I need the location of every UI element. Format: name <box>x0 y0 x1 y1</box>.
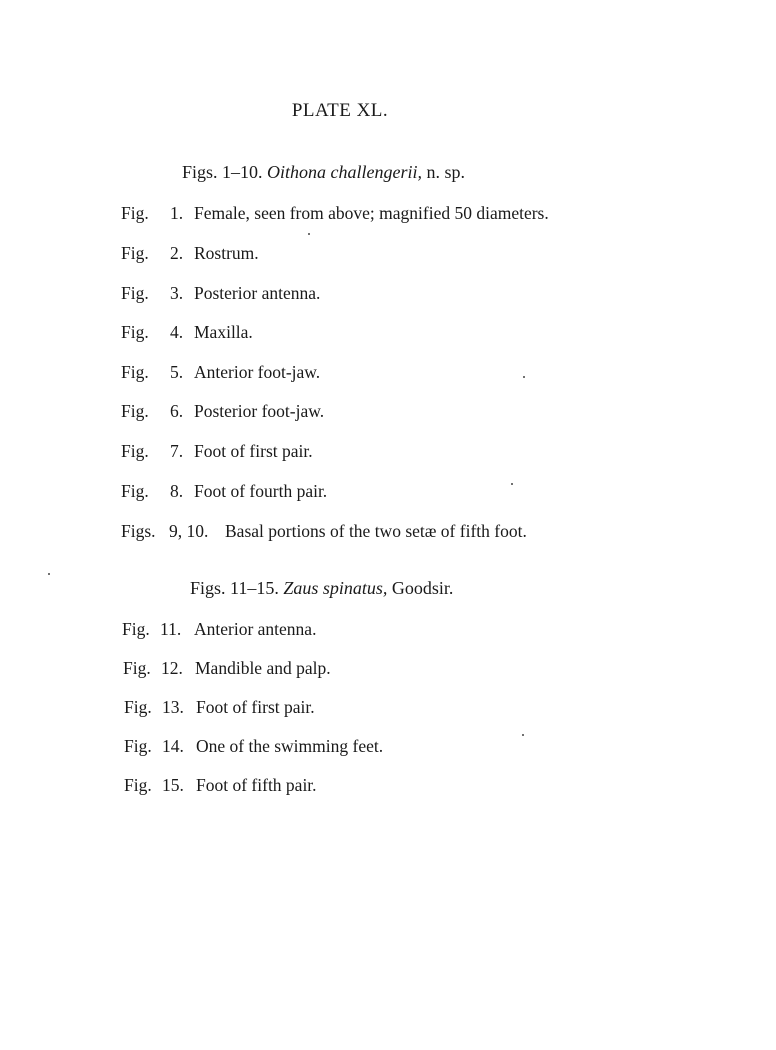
species-name: Oithona challengerii, <box>267 162 423 182</box>
figure-caption: Posterior antenna. <box>194 283 321 303</box>
figure-prefix: Fig. <box>121 322 149 342</box>
figure-caption-row <box>121 281 641 305</box>
figure-number: 12. <box>161 658 183 678</box>
figure-number: 14. <box>162 736 184 756</box>
figure-caption-row <box>122 617 522 641</box>
figure-caption-row <box>121 201 641 225</box>
species-authority: Goodsir. <box>391 578 454 598</box>
section-heading-oithona <box>182 162 465 183</box>
figure-caption-row <box>123 656 523 680</box>
figure-caption: Maxilla. <box>194 322 253 342</box>
figure-caption: Anterior foot-jaw. <box>194 362 321 382</box>
figure-caption-row <box>121 399 641 423</box>
figure-caption-row <box>121 241 641 265</box>
figure-caption: Rostrum. <box>194 243 259 263</box>
figure-prefix: Figs. <box>121 521 156 541</box>
figure-number: 13. <box>162 697 184 717</box>
figure-number: 3. <box>170 283 184 303</box>
figure-caption: Foot of fourth pair. <box>194 481 328 501</box>
figure-prefix: Fig. <box>124 775 152 795</box>
figure-number: 4. <box>170 322 184 342</box>
figure-number: 9, 10. <box>169 521 209 541</box>
figure-caption: Basal portions of the two setæ of fifth foot. <box>225 521 527 541</box>
figure-prefix: Fig. <box>121 203 149 223</box>
figure-prefix: Fig. <box>121 362 149 382</box>
figure-caption: Foot of first pair. <box>196 697 315 717</box>
figure-number: 7. <box>170 441 184 461</box>
figure-prefix: Fig. <box>121 441 149 461</box>
figure-caption: Posterior foot-jaw. <box>194 401 325 421</box>
figure-caption-row <box>124 695 524 719</box>
figure-prefix: Fig. <box>123 658 151 678</box>
print-speck <box>511 483 513 485</box>
figure-number: 1. <box>170 203 184 223</box>
figure-caption-row <box>124 773 524 797</box>
figure-prefix: Fig. <box>124 697 152 717</box>
figure-caption-row <box>124 734 524 758</box>
figure-caption-row <box>121 320 641 344</box>
figure-caption: Anterior antenna. <box>194 619 317 639</box>
print-speck <box>522 734 524 736</box>
species-authority: n. sp. <box>426 162 466 182</box>
section-heading-range: Figs. 11–15. <box>190 578 279 598</box>
species-name: Zaus spinatus, <box>283 578 388 598</box>
figure-number: 5. <box>170 362 184 382</box>
section-heading-range: Figs. 1–10. <box>182 162 263 182</box>
figure-number: 8. <box>170 481 184 501</box>
figure-number: 15. <box>162 775 184 795</box>
figure-number: 11. <box>160 619 182 639</box>
figure-caption-row <box>121 519 641 543</box>
plate-title: PLATE XL. <box>291 100 389 121</box>
figure-caption-row <box>121 479 641 503</box>
print-speck <box>523 376 525 378</box>
print-speck <box>48 573 50 575</box>
figure-caption-row <box>121 360 641 384</box>
figure-caption: One of the swimming feet. <box>196 736 384 756</box>
figure-caption: Mandible and palp. <box>195 658 331 678</box>
figure-number: 2. <box>170 243 184 263</box>
figure-caption: Female, seen from above; magnified 50 diameters. <box>194 203 549 223</box>
figure-prefix: Fig. <box>121 481 149 501</box>
figure-prefix: Fig. <box>121 243 149 263</box>
figure-caption: Foot of first pair. <box>194 441 313 461</box>
section-heading-zaus <box>190 578 453 599</box>
figure-number: 6. <box>170 401 184 421</box>
figure-prefix: Fig. <box>122 619 150 639</box>
figure-caption-row <box>121 439 641 463</box>
figure-prefix: Fig. <box>124 736 152 756</box>
figure-prefix: Fig. <box>121 401 149 421</box>
figure-prefix: Fig. <box>121 283 149 303</box>
figure-caption: Foot of fifth pair. <box>196 775 317 795</box>
print-speck <box>308 233 310 235</box>
